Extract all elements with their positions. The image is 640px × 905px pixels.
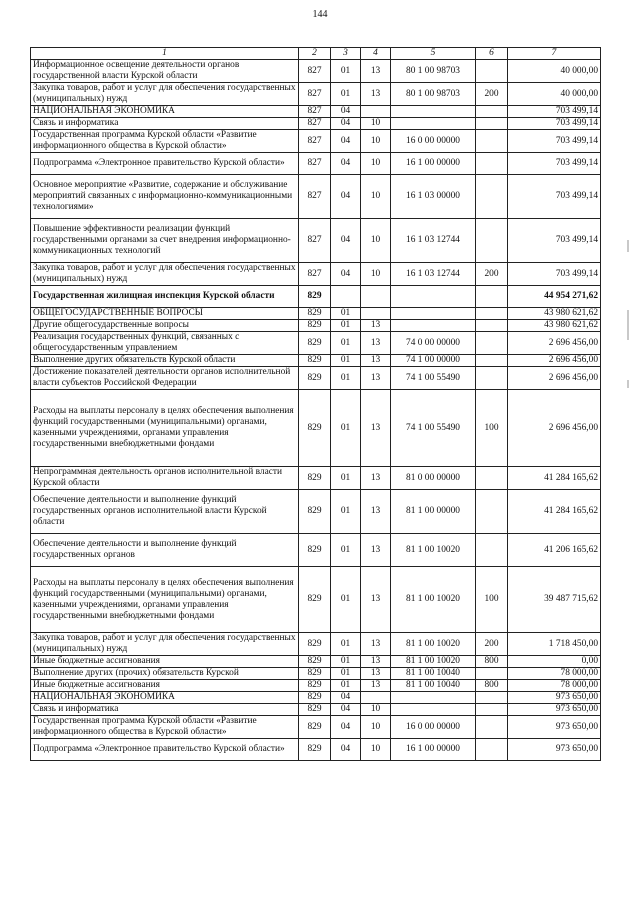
row-amount-cell: 2 696 456,00 — [508, 355, 601, 367]
row-subsection-cell: 13 — [361, 367, 391, 390]
row-expense-type-cell — [476, 308, 508, 320]
row-name-cell: Иные бюджетные ассигнования — [31, 680, 299, 692]
row-target-code-cell — [391, 286, 476, 308]
row-amount-cell: 973 650,00 — [508, 739, 601, 761]
row-subsection-cell: 10 — [361, 739, 391, 761]
row-amount-cell: 40 000,00 — [508, 83, 601, 106]
row-ved-cell: 829 — [299, 633, 331, 656]
row-ved-cell: 827 — [299, 153, 331, 175]
row-ved-cell: 829 — [299, 367, 331, 390]
row-subsection-cell — [361, 692, 391, 704]
row-expense-type-cell — [476, 490, 508, 534]
row-target-code-cell: 16 0 00 00000 — [391, 716, 476, 739]
row-subsection-cell: 10 — [361, 153, 391, 175]
row-name-cell: Обеспечение деятельности и выполнение функций государственных органов — [31, 534, 299, 567]
table-row — [31, 263, 601, 286]
row-expense-type-cell: 200 — [476, 633, 508, 656]
row-target-code-cell: 81 1 00 10040 — [391, 668, 476, 680]
row-section-cell: 01 — [331, 332, 361, 355]
header-cell: 2 — [299, 48, 331, 60]
row-section-cell: 04 — [331, 219, 361, 263]
row-target-code-cell: 16 1 03 12744 — [391, 219, 476, 263]
row-section-cell: 04 — [331, 263, 361, 286]
row-amount-cell: 2 696 456,00 — [508, 367, 601, 390]
row-expense-type-cell — [476, 153, 508, 175]
row-ved-cell: 827 — [299, 118, 331, 130]
row-subsection-cell — [361, 286, 391, 308]
row-name-cell: Подпрограмма «Электронное правительство Курской области» — [31, 739, 299, 761]
table-row — [31, 355, 601, 367]
row-target-code-cell: 16 1 00 00000 — [391, 739, 476, 761]
row-amount-cell: 703 499,14 — [508, 219, 601, 263]
row-section-cell: 01 — [331, 668, 361, 680]
row-name-cell: Достижение показателей деятельности органов исполнительной власти субъектов Российской Федерации — [31, 367, 299, 390]
table-header-row — [31, 48, 601, 60]
table-row — [31, 286, 601, 308]
table-row — [31, 175, 601, 219]
row-subsection-cell: 10 — [361, 219, 391, 263]
row-amount-cell: 41 284 165,62 — [508, 467, 601, 490]
row-name-cell: Связь и информатика — [31, 118, 299, 130]
row-section-cell: 01 — [331, 567, 361, 633]
row-expense-type-cell — [476, 355, 508, 367]
row-expense-type-cell — [476, 668, 508, 680]
row-section-cell: 01 — [331, 680, 361, 692]
row-subsection-cell: 10 — [361, 175, 391, 219]
row-ved-cell: 829 — [299, 692, 331, 704]
row-expense-type-cell: 100 — [476, 390, 508, 467]
row-target-code-cell: 81 0 00 00000 — [391, 467, 476, 490]
row-ved-cell: 827 — [299, 130, 331, 153]
table-row — [31, 83, 601, 106]
row-name-cell: Подпрограмма «Электронное правительство Курской области» — [31, 153, 299, 175]
row-subsection-cell: 13 — [361, 680, 391, 692]
row-target-code-cell — [391, 320, 476, 332]
row-subsection-cell: 13 — [361, 83, 391, 106]
budget-table — [30, 47, 601, 761]
row-section-cell: 01 — [331, 467, 361, 490]
header-cell: 5 — [391, 48, 476, 60]
row-name-cell: Основное мероприятие «Развитие, содержание и обслуживание мероприятий связанных с информационно-коммуникационными технологиями» — [31, 175, 299, 219]
row-amount-cell: 40 000,00 — [508, 60, 601, 83]
row-target-code-cell: 74 1 00 55490 — [391, 390, 476, 467]
row-expense-type-cell — [476, 286, 508, 308]
row-target-code-cell: 16 1 03 00000 — [391, 175, 476, 219]
row-name-cell: Закупка товаров, работ и услуг для обеспечения государственных (муниципальных) нужд — [31, 83, 299, 106]
row-subsection-cell: 13 — [361, 668, 391, 680]
row-expense-type-cell: 200 — [476, 263, 508, 286]
row-subsection-cell: 13 — [361, 534, 391, 567]
row-expense-type-cell: 800 — [476, 656, 508, 668]
row-section-cell: 01 — [331, 355, 361, 367]
scan-artifact — [627, 380, 629, 388]
row-amount-cell: 973 650,00 — [508, 704, 601, 716]
row-ved-cell: 829 — [299, 308, 331, 320]
table-row — [31, 692, 601, 704]
row-subsection-cell: 13 — [361, 355, 391, 367]
row-subsection-cell — [361, 308, 391, 320]
row-expense-type-cell — [476, 704, 508, 716]
row-target-code-cell: 81 1 00 10020 — [391, 534, 476, 567]
row-subsection-cell: 13 — [361, 390, 391, 467]
row-amount-cell: 43 980 621,62 — [508, 320, 601, 332]
row-amount-cell: 41 206 165,62 — [508, 534, 601, 567]
row-target-code-cell: 16 1 03 12744 — [391, 263, 476, 286]
table-row — [31, 118, 601, 130]
row-name-cell: Обеспечение деятельности и выполнение функций государственных органов исполнительной власти Курской области — [31, 490, 299, 534]
row-ved-cell: 829 — [299, 490, 331, 534]
table-row — [31, 320, 601, 332]
row-amount-cell: 2 696 456,00 — [508, 332, 601, 355]
table-row — [31, 106, 601, 118]
row-subsection-cell: 13 — [361, 490, 391, 534]
row-target-code-cell — [391, 308, 476, 320]
row-expense-type-cell — [476, 467, 508, 490]
row-name-cell: Связь и информатика — [31, 704, 299, 716]
row-amount-cell: 703 499,14 — [508, 175, 601, 219]
row-name-cell: Информационное освещение деятельности органов государственной власти Курской области — [31, 60, 299, 83]
row-target-code-cell — [391, 692, 476, 704]
header-cell: 4 — [361, 48, 391, 60]
row-amount-cell: 703 499,14 — [508, 263, 601, 286]
row-ved-cell: 827 — [299, 175, 331, 219]
row-expense-type-cell — [476, 320, 508, 332]
row-expense-type-cell — [476, 739, 508, 761]
row-subsection-cell — [361, 106, 391, 118]
table-row — [31, 390, 601, 467]
row-expense-type-cell — [476, 106, 508, 118]
row-expense-type-cell — [476, 534, 508, 567]
row-section-cell: 04 — [331, 175, 361, 219]
row-name-cell: Выполнение других (прочих) обязательств Курской — [31, 668, 299, 680]
row-amount-cell: 703 499,14 — [508, 153, 601, 175]
row-name-cell: ОБЩЕГОСУДАРСТВЕННЫЕ ВОПРОСЫ — [31, 308, 299, 320]
row-amount-cell: 43 980 621,62 — [508, 308, 601, 320]
row-target-code-cell: 81 1 00 00000 — [391, 490, 476, 534]
row-ved-cell: 827 — [299, 106, 331, 118]
row-expense-type-cell: 100 — [476, 567, 508, 633]
row-ved-cell: 829 — [299, 704, 331, 716]
table-row — [31, 668, 601, 680]
row-subsection-cell: 10 — [361, 118, 391, 130]
row-ved-cell: 827 — [299, 219, 331, 263]
row-target-code-cell: 16 1 00 00000 — [391, 153, 476, 175]
row-name-cell: Расходы на выплаты персоналу в целях обеспечения выполнения функций государственными (муниципальными) органами, казенными учреждениями, органами управления государственными внебюджетными фондами — [31, 567, 299, 633]
row-section-cell: 04 — [331, 153, 361, 175]
table-row — [31, 130, 601, 153]
row-target-code-cell: 81 1 00 10040 — [391, 680, 476, 692]
table-row — [31, 60, 601, 83]
table-row — [31, 656, 601, 668]
row-ved-cell: 829 — [299, 320, 331, 332]
row-target-code-cell: 74 1 00 00000 — [391, 355, 476, 367]
row-target-code-cell — [391, 704, 476, 716]
row-ved-cell: 829 — [299, 716, 331, 739]
row-ved-cell: 829 — [299, 286, 331, 308]
row-ved-cell: 829 — [299, 739, 331, 761]
table-row — [31, 739, 601, 761]
row-amount-cell: 703 499,14 — [508, 106, 601, 118]
table-row — [31, 153, 601, 175]
table-row — [31, 534, 601, 567]
row-subsection-cell: 13 — [361, 656, 391, 668]
row-target-code-cell: 74 1 00 55490 — [391, 367, 476, 390]
row-name-cell: Иные бюджетные ассигнования — [31, 656, 299, 668]
table-row — [31, 704, 601, 716]
row-section-cell: 01 — [331, 308, 361, 320]
row-expense-type-cell: 800 — [476, 680, 508, 692]
row-amount-cell: 39 487 715,62 — [508, 567, 601, 633]
row-amount-cell: 1 718 450,00 — [508, 633, 601, 656]
row-expense-type-cell — [476, 219, 508, 263]
scan-artifact — [627, 310, 629, 340]
row-ved-cell: 829 — [299, 467, 331, 490]
row-section-cell: 04 — [331, 692, 361, 704]
row-section-cell: 04 — [331, 106, 361, 118]
row-ved-cell: 829 — [299, 355, 331, 367]
row-target-code-cell: 16 0 00 00000 — [391, 130, 476, 153]
row-subsection-cell: 10 — [361, 704, 391, 716]
header-cell: 7 — [508, 48, 601, 60]
row-expense-type-cell — [476, 130, 508, 153]
row-target-code-cell: 80 1 00 98703 — [391, 60, 476, 83]
row-name-cell: Непрограммная деятельность органов исполнительной власти Курской области — [31, 467, 299, 490]
row-target-code-cell — [391, 118, 476, 130]
row-amount-cell: 703 499,14 — [508, 118, 601, 130]
row-target-code-cell: 81 1 00 10020 — [391, 656, 476, 668]
row-section-cell: 01 — [331, 656, 361, 668]
row-amount-cell: 41 284 165,62 — [508, 490, 601, 534]
table-row — [31, 716, 601, 739]
header-cell: 3 — [331, 48, 361, 60]
row-section-cell: 01 — [331, 60, 361, 83]
row-section-cell: 01 — [331, 390, 361, 467]
table-row — [31, 367, 601, 390]
row-name-cell: Государственная программа Курской области «Развитие информационного общества в Курской области» — [31, 130, 299, 153]
row-expense-type-cell — [476, 692, 508, 704]
row-section-cell: 01 — [331, 534, 361, 567]
table-row — [31, 332, 601, 355]
row-section-cell: 04 — [331, 739, 361, 761]
row-section-cell: 04 — [331, 118, 361, 130]
row-subsection-cell: 13 — [361, 320, 391, 332]
header-cell: 6 — [476, 48, 508, 60]
row-ved-cell: 827 — [299, 263, 331, 286]
row-ved-cell: 829 — [299, 680, 331, 692]
header-cell: 1 — [31, 48, 299, 60]
row-section-cell: 01 — [331, 83, 361, 106]
row-name-cell: НАЦИОНАЛЬНАЯ ЭКОНОМИКА — [31, 106, 299, 118]
row-subsection-cell: 13 — [361, 60, 391, 83]
row-name-cell: Другие общегосударственные вопросы — [31, 320, 299, 332]
row-section-cell: 04 — [331, 704, 361, 716]
row-section-cell: 01 — [331, 633, 361, 656]
row-target-code-cell — [391, 106, 476, 118]
row-ved-cell: 829 — [299, 656, 331, 668]
row-name-cell: Закупка товаров, работ и услуг для обеспечения государственных (муниципальных) нужд — [31, 633, 299, 656]
row-expense-type-cell — [476, 367, 508, 390]
table-row — [31, 467, 601, 490]
row-amount-cell: 2 696 456,00 — [508, 390, 601, 467]
row-name-cell: Расходы на выплаты персоналу в целях обеспечения выполнения функций государственными (муниципальными) органами, казенными учреждениями, органами управления государственными внебюджетными фондами — [31, 390, 299, 467]
table-row — [31, 567, 601, 633]
row-amount-cell: 44 954 271,62 — [508, 286, 601, 308]
row-name-cell: Государственная жилищная инспекция Курской области — [31, 286, 299, 308]
row-name-cell: Закупка товаров, работ и услуг для обеспечения государственных (муниципальных) нужд — [31, 263, 299, 286]
row-subsection-cell: 13 — [361, 633, 391, 656]
row-target-code-cell: 81 1 00 10020 — [391, 567, 476, 633]
page-number: 144 — [312, 9, 328, 20]
row-amount-cell: 973 650,00 — [508, 692, 601, 704]
table-row — [31, 219, 601, 263]
row-section-cell: 01 — [331, 367, 361, 390]
row-expense-type-cell: 200 — [476, 83, 508, 106]
row-amount-cell: 973 650,00 — [508, 716, 601, 739]
row-ved-cell: 829 — [299, 567, 331, 633]
row-name-cell: НАЦИОНАЛЬНАЯ ЭКОНОМИКА — [31, 692, 299, 704]
row-target-code-cell: 80 1 00 98703 — [391, 83, 476, 106]
row-expense-type-cell — [476, 332, 508, 355]
row-target-code-cell: 74 0 00 00000 — [391, 332, 476, 355]
row-ved-cell: 829 — [299, 534, 331, 567]
row-ved-cell: 829 — [299, 332, 331, 355]
row-target-code-cell: 81 1 00 10020 — [391, 633, 476, 656]
table-row — [31, 633, 601, 656]
row-expense-type-cell — [476, 118, 508, 130]
row-section-cell — [331, 286, 361, 308]
table-row — [31, 490, 601, 534]
row-subsection-cell: 13 — [361, 567, 391, 633]
row-amount-cell: 78 000,00 — [508, 668, 601, 680]
scan-artifact — [627, 240, 629, 252]
row-ved-cell: 829 — [299, 668, 331, 680]
row-section-cell: 01 — [331, 490, 361, 534]
row-subsection-cell: 10 — [361, 263, 391, 286]
row-expense-type-cell — [476, 716, 508, 739]
row-name-cell: Реализация государственных функций, связанных с общегосударственным управлением — [31, 332, 299, 355]
row-subsection-cell: 13 — [361, 467, 391, 490]
row-ved-cell: 827 — [299, 60, 331, 83]
row-amount-cell: 0,00 — [508, 656, 601, 668]
row-subsection-cell: 10 — [361, 130, 391, 153]
table-row — [31, 308, 601, 320]
table-row — [31, 680, 601, 692]
row-name-cell: Выполнение других обязательств Курской области — [31, 355, 299, 367]
row-ved-cell: 829 — [299, 390, 331, 467]
row-name-cell: Повышение эффективности реализации функций государственными органами за счет внедрения информационно-коммуникационных технологий — [31, 219, 299, 263]
row-subsection-cell: 13 — [361, 332, 391, 355]
row-amount-cell: 78 000,00 — [508, 680, 601, 692]
row-section-cell: 04 — [331, 130, 361, 153]
row-expense-type-cell — [476, 60, 508, 83]
row-subsection-cell: 10 — [361, 716, 391, 739]
row-ved-cell: 827 — [299, 83, 331, 106]
row-expense-type-cell — [476, 175, 508, 219]
row-section-cell: 04 — [331, 716, 361, 739]
row-amount-cell: 703 499,14 — [508, 130, 601, 153]
row-section-cell: 01 — [331, 320, 361, 332]
row-name-cell: Государственная программа Курской области «Развитие информационного общества в Курской области» — [31, 716, 299, 739]
